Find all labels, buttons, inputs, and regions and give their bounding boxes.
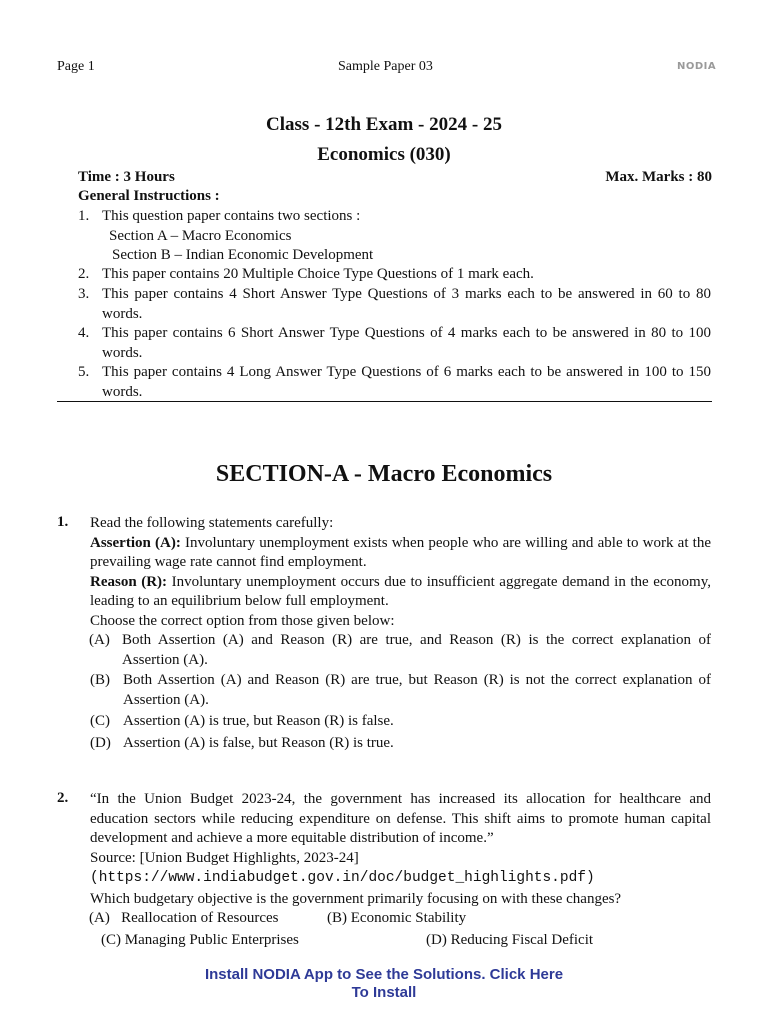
option-text: Both Assertion (A) and Reason (R) are true, and Reason (R) is the correct explanation of Assertion (A).: [122, 632, 711, 668]
paper-name: Sample Paper 03: [338, 59, 433, 74]
max-marks-label: Max. Marks : 80: [605, 169, 712, 185]
reason-label: Reason (R):: [90, 573, 168, 590]
instruction-number: 1.: [78, 208, 90, 224]
instruction-number: 4.: [78, 325, 90, 341]
instruction-item: [78, 324, 711, 363]
question-prompt: Which budgetary objective is the government primarily focusing on with these changes?: [90, 890, 622, 907]
instruction-number: 3.: [78, 286, 90, 302]
option-text: Assertion (A) is true, but Reason (R) is false.: [123, 713, 394, 729]
option-b: [90, 671, 711, 710]
instruction-text: This paper contains 6 Short Answer Type Questions of 4 marks each to be answered in 80 to 100 words.: [102, 325, 711, 361]
question-number: 2.: [57, 790, 69, 806]
general-instructions-heading: General Instructions :: [78, 188, 220, 204]
reason: [90, 573, 711, 612]
instruction-item: [78, 363, 711, 402]
source-label: Source: [Union Budget Highlights, 2023-24]: [90, 849, 359, 866]
instruction-text: This paper contains 20 Multiple Choice Type Questions of 1 mark each.: [102, 266, 534, 282]
option-a: (A) Reallocation of Resources: [89, 910, 279, 926]
instruction-number: 2.: [78, 266, 90, 282]
instruction-item: [78, 285, 711, 324]
source-url: (https://www.indiabudget.gov.in/doc/budget_highlights.pdf): [90, 870, 595, 886]
choose-instruction: Choose the correct option from those given below:: [90, 612, 395, 629]
option-d: (D) Reducing Fiscal Deficit: [426, 932, 594, 948]
subject-title: Economics (030): [317, 144, 451, 165]
install-app-line1[interactable]: Install NODIA App to See the Solutions. Click Here: [204, 966, 564, 983]
assertion-text: Involuntary unemployment exists when people who are willing and able to work at the prevailing wage rate cannot find employment.: [90, 534, 711, 570]
question-quote: “In the Union Budget 2023-24, the government has increased its allocation for healthcare and education sectors while reducing expenditure on defense. This shift aims to promote human capital development and achieve a more equitable distribution of income.”: [90, 791, 711, 846]
reason-text: Involuntary unemployment occurs due to insufficient aggregate demand in the economy, leading to an equilibrium below full employment.: [90, 573, 711, 609]
instruction-text: This paper contains 4 Long Answer Type Questions of 6 marks each to be answered in 100 to 150 words.: [102, 364, 711, 400]
option-c: [90, 712, 711, 732]
question-2: [90, 790, 711, 909]
section-a-desc: Section A – Macro Economics: [109, 228, 292, 244]
option-label: (B): [90, 672, 110, 688]
option-d: [90, 734, 711, 754]
instruction-item: [78, 265, 711, 285]
instruction-text: This paper contains 4 Short Answer Type Questions of 3 marks each to be answered in 60 to 80 words.: [102, 286, 711, 322]
section-b-desc: Section B – Indian Economic Development: [112, 247, 374, 263]
time-label: Time : 3 Hours: [78, 169, 175, 185]
instruction-number: 5.: [78, 364, 90, 380]
page-number: Page 1: [57, 59, 95, 74]
option-label: (A): [89, 632, 110, 648]
question-1: [90, 514, 711, 753]
question-number: 1.: [57, 514, 69, 530]
divider-rule: [57, 401, 712, 402]
question-intro: Read the following statements carefully:: [90, 515, 334, 531]
option-b: (B) Economic Stability: [327, 910, 467, 926]
install-app-link[interactable]: [0, 966, 768, 1002]
install-app-line2[interactable]: To Install: [351, 984, 417, 1001]
option-text: Both Assertion (A) and Reason (R) are true, but Reason (R) is not the correct explanation of Assertion (A).: [123, 672, 711, 708]
option-label: (D): [90, 734, 111, 751]
option-c: (C) Managing Public Enterprises: [101, 932, 299, 948]
section-heading: SECTION-A - Macro Economics: [215, 461, 553, 487]
question-source: [90, 849, 711, 889]
option-label: (C): [90, 713, 110, 729]
assertion-label: Assertion (A):: [90, 534, 181, 551]
option-text: Assertion (A) is false, but Reason (R) is true.: [123, 734, 394, 751]
exam-title: Class - 12th Exam - 2024 - 25: [266, 114, 502, 135]
assertion: [90, 534, 711, 573]
instruction-text: This question paper contains two sections :: [102, 208, 361, 224]
option-a: [89, 631, 711, 670]
instruction-item: [78, 207, 711, 227]
nodia-logo: NODIA: [677, 61, 717, 72]
